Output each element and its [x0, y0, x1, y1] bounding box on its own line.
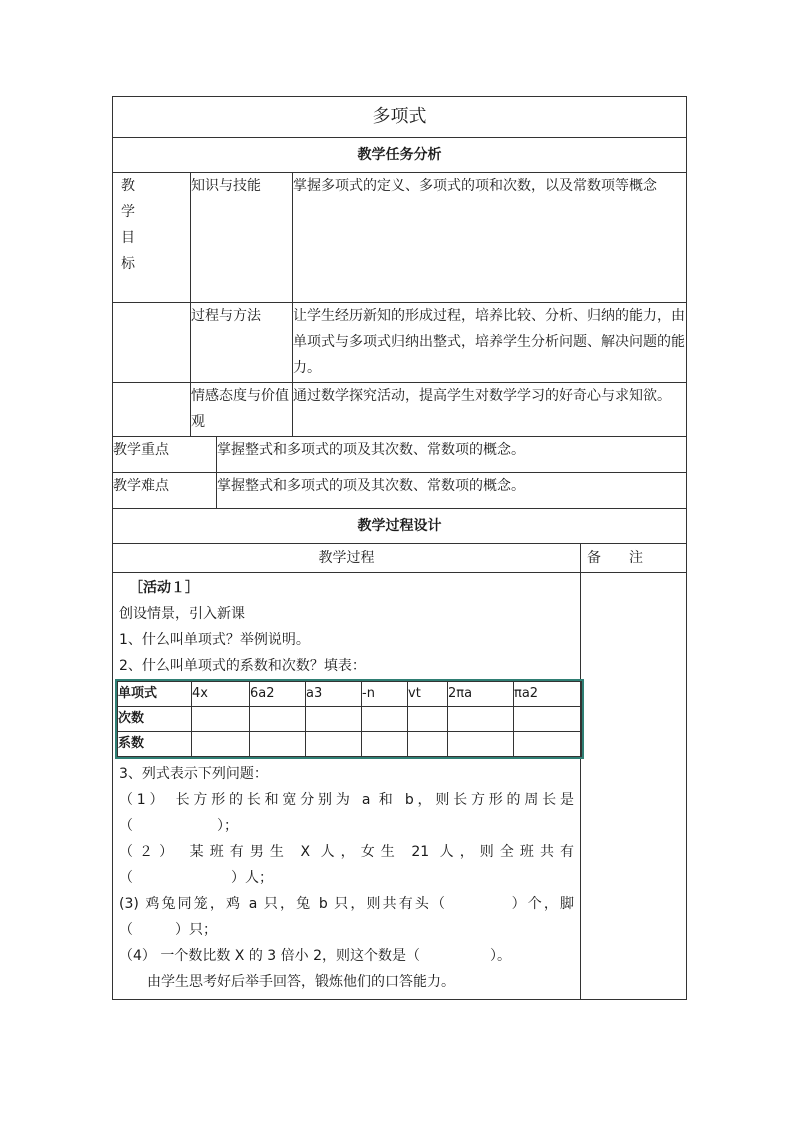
table-cell[interactable]: [408, 732, 448, 757]
key-point-text: 掌握整式和多项式的项及其次数、常数项的概念。: [217, 437, 687, 473]
table-cell[interactable]: [362, 732, 408, 757]
goals-label-empty: [113, 303, 191, 383]
table-cell[interactable]: [192, 707, 250, 732]
question-line: （ ）只；: [119, 922, 217, 938]
question-3-title: 3、列式表示下列问题：: [119, 766, 268, 782]
activity-content: [113, 573, 581, 1000]
table-header-cell: πa2: [514, 682, 582, 707]
activity-line: 创设情景，引入新课: [119, 606, 245, 622]
process-header: 教学过程: [113, 544, 581, 573]
table-cell[interactable]: [306, 732, 362, 757]
table-cell[interactable]: [362, 707, 408, 732]
page-title: 多项式: [113, 97, 687, 138]
goals-label-empty: [113, 383, 191, 437]
activity-title: ［活动１］: [129, 580, 199, 596]
question-line: （ ）人；: [119, 870, 273, 886]
lesson-plan: [112, 96, 686, 1000]
table-header-cell: 2πa: [448, 682, 514, 707]
question-line: （２） 某班有男生 X 人，女生 21 人，则全班共有: [119, 844, 574, 860]
key-point-label: 教学重点: [113, 437, 217, 473]
question-line: （ ）；: [119, 818, 238, 834]
closing-text: 由学生思考好后举手回答，锻炼他们的口答能力。: [147, 974, 455, 990]
table-header-cell: 单项式: [118, 682, 192, 707]
table-row-label: 系数: [118, 732, 192, 757]
goals-label-char: 学: [121, 204, 135, 220]
table-cell[interactable]: [306, 707, 362, 732]
table-header-cell: 6a2: [250, 682, 306, 707]
question-line: （1） 长方形的长和宽分别为 a 和 b，则长方形的周长是: [119, 792, 574, 808]
table-cell[interactable]: [192, 732, 250, 757]
table-header-cell: a3: [306, 682, 362, 707]
table-row: [118, 707, 582, 732]
table-header-cell: vt: [408, 682, 448, 707]
table-row: [118, 682, 582, 707]
notes-header: 备 注: [581, 544, 687, 573]
table-header-cell: -n: [362, 682, 408, 707]
goal-name-knowledge: 知识与技能: [191, 173, 293, 303]
section-process-design: 教学过程设计: [113, 509, 687, 544]
goal-name-attitude: 情感态度与价值观: [191, 383, 293, 437]
table-cell[interactable]: [250, 707, 306, 732]
monomial-table: [117, 681, 582, 757]
table-cell[interactable]: [408, 707, 448, 732]
section-task-analysis: 教学任务分析: [113, 138, 687, 173]
goal-text-attitude: 通过数学探究活动，提高学生对数学学习的好奇心与求知欲。: [293, 383, 687, 437]
goal-text-knowledge: 掌握多项式的定义、多项式的项和次数，以及常数项等概念: [293, 173, 687, 303]
question-line: （4） 一个数比数 X 的 3 倍小 2，则这个数是（ ）。: [119, 948, 512, 964]
table-cell[interactable]: [448, 732, 514, 757]
goals-label: [113, 173, 191, 303]
table-row: [118, 732, 582, 757]
table-row-label: 次数: [118, 707, 192, 732]
difficulty-text: 掌握整式和多项式的项及其次数、常数项的概念。: [217, 473, 687, 509]
table-cell[interactable]: [514, 707, 582, 732]
question-line: (3) 鸡兔同笼，鸡 a 只，兔 b 只，则共有头（ ）个，脚: [119, 896, 574, 912]
goals-label-char: 标: [121, 256, 135, 272]
table-cell[interactable]: [250, 732, 306, 757]
goals-label-char: 教: [121, 178, 135, 194]
goals-label-char: 目: [121, 230, 135, 246]
difficulty-label: 教学难点: [113, 473, 217, 509]
lesson-plan-table: [112, 96, 687, 1000]
activity-line: 1、什么叫单项式？举例说明。: [119, 632, 310, 648]
goal-name-process: 过程与方法: [191, 303, 293, 383]
table-header-cell: 4x: [192, 682, 250, 707]
table-cell[interactable]: [514, 732, 582, 757]
table-cell[interactable]: [448, 707, 514, 732]
goal-text-process: 让学生经历新知的形成过程，培养比较、分析、归纳的能力，由单项式与多项式归纳出整式，培养学生分析问题、解决问题的能力。: [293, 303, 687, 383]
activity-line: 2、什么叫单项式的系数和次数？填表：: [119, 658, 366, 674]
notes-cell: [581, 573, 687, 1000]
